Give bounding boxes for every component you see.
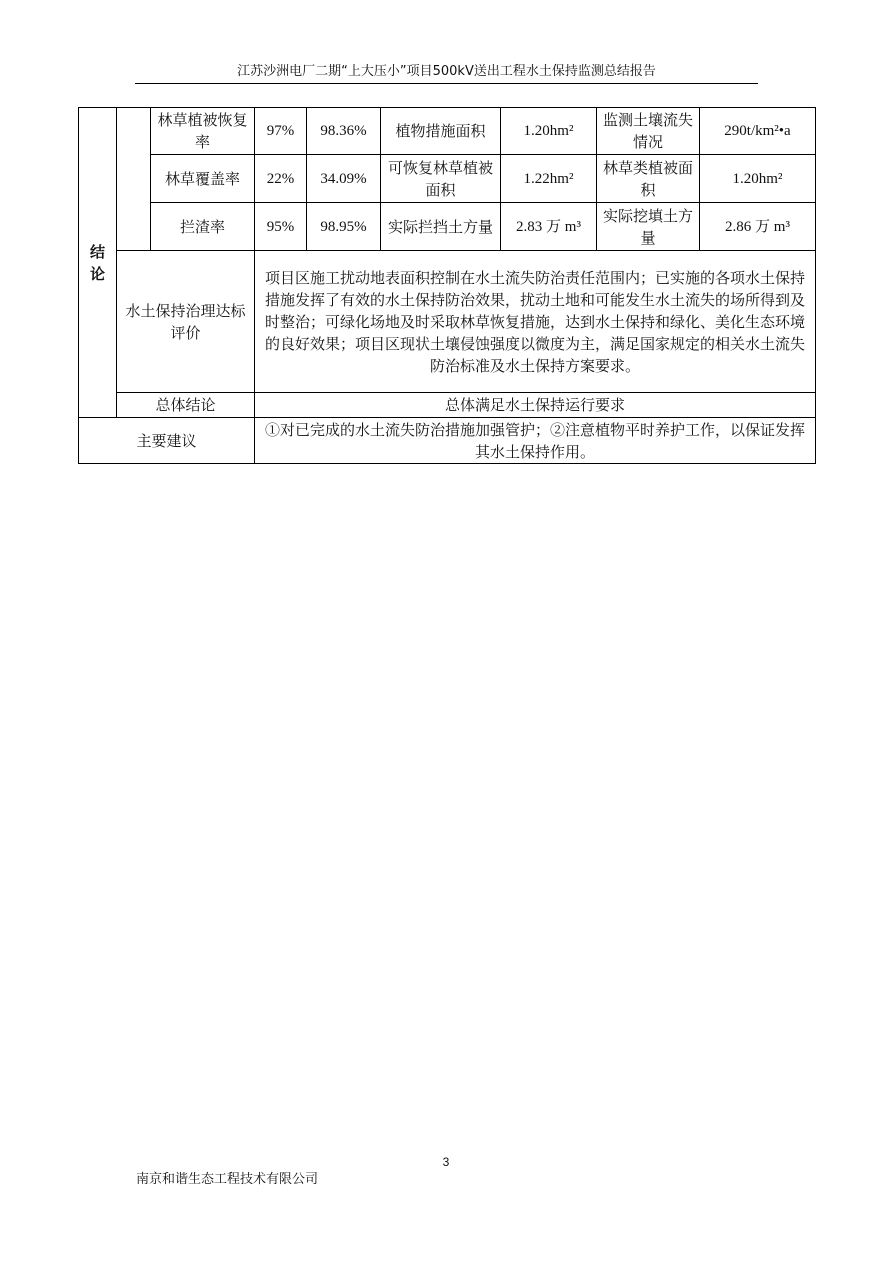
actual-value: 98.95% xyxy=(307,203,381,251)
evaluation-text: 项目区施工扰动地表面积控制在水土流失防治责任范围内；已实施的各项水土保持措施发挥了有效的水土保持防治效果，扰动土地和可能发生水土流失的场所得到及时整治；可绿化场地及时采取林草恢复措施，达到水土保持和绿化、美化生态环境的良好效果；项目区现状土壤侵蚀强度以微度为主，满足国家规定的相关水土流失防治标准及水土保持方案要求。 xyxy=(255,251,816,393)
factor-value: 1.20hm² xyxy=(700,155,816,203)
conclusion-section-label: 结论 xyxy=(79,108,117,418)
suggestion-label: 主要建议 xyxy=(79,418,255,464)
header-divider xyxy=(135,83,758,84)
indicator-name: 林草覆盖率 xyxy=(151,155,255,203)
factor-label: 植物措施面积 xyxy=(381,108,501,155)
factor-label: 林草类植被面积 xyxy=(597,155,700,203)
indicator-name: 林草植被恢复率 xyxy=(151,108,255,155)
table-row xyxy=(79,251,816,393)
monitoring-conclusion-table xyxy=(78,107,816,464)
overall-conclusion-label: 总体结论 xyxy=(117,393,255,418)
page-header-title: 江苏沙洲电厂二期“上大压小”项目500kV送出工程水土保持监测总结报告 xyxy=(237,64,656,79)
evaluation-label: 水土保持治理达标评价 xyxy=(117,251,255,393)
target-value: 22% xyxy=(255,155,307,203)
factor-label: 监测土壤流失情况 xyxy=(597,108,700,155)
factor-label: 实际拦挡土方量 xyxy=(381,203,501,251)
indicator-name: 拦渣率 xyxy=(151,203,255,251)
factor-value: 290t/km²•a xyxy=(700,108,816,155)
footer-company-name: 南京和谐生态工程技术有限公司 xyxy=(136,1172,319,1187)
factor-value: 1.20hm² xyxy=(501,108,597,155)
factor-value: 2.83 万 m³ xyxy=(501,203,597,251)
actual-value: 98.36% xyxy=(307,108,381,155)
overall-conclusion-text: 总体满足水土保持运行要求 xyxy=(255,393,816,418)
factor-label: 实际挖填土方量 xyxy=(597,203,700,251)
table-row xyxy=(79,418,816,464)
table-row xyxy=(79,108,816,155)
indent-cell xyxy=(117,108,151,251)
actual-value: 34.09% xyxy=(307,155,381,203)
factor-value: 2.86 万 m³ xyxy=(700,203,816,251)
suggestion-text: ①对已完成的水土流失防治措施加强管护；②注意植物平时养护工作，以保证发挥其水土保持作用。 xyxy=(255,418,816,464)
table-row xyxy=(79,393,816,418)
table-row xyxy=(79,155,816,203)
page-number: 3 xyxy=(442,1155,450,1169)
target-value: 97% xyxy=(255,108,307,155)
factor-value: 1.22hm² xyxy=(501,155,597,203)
table-row xyxy=(79,203,816,251)
target-value: 95% xyxy=(255,203,307,251)
factor-label: 可恢复林草植被面积 xyxy=(381,155,501,203)
